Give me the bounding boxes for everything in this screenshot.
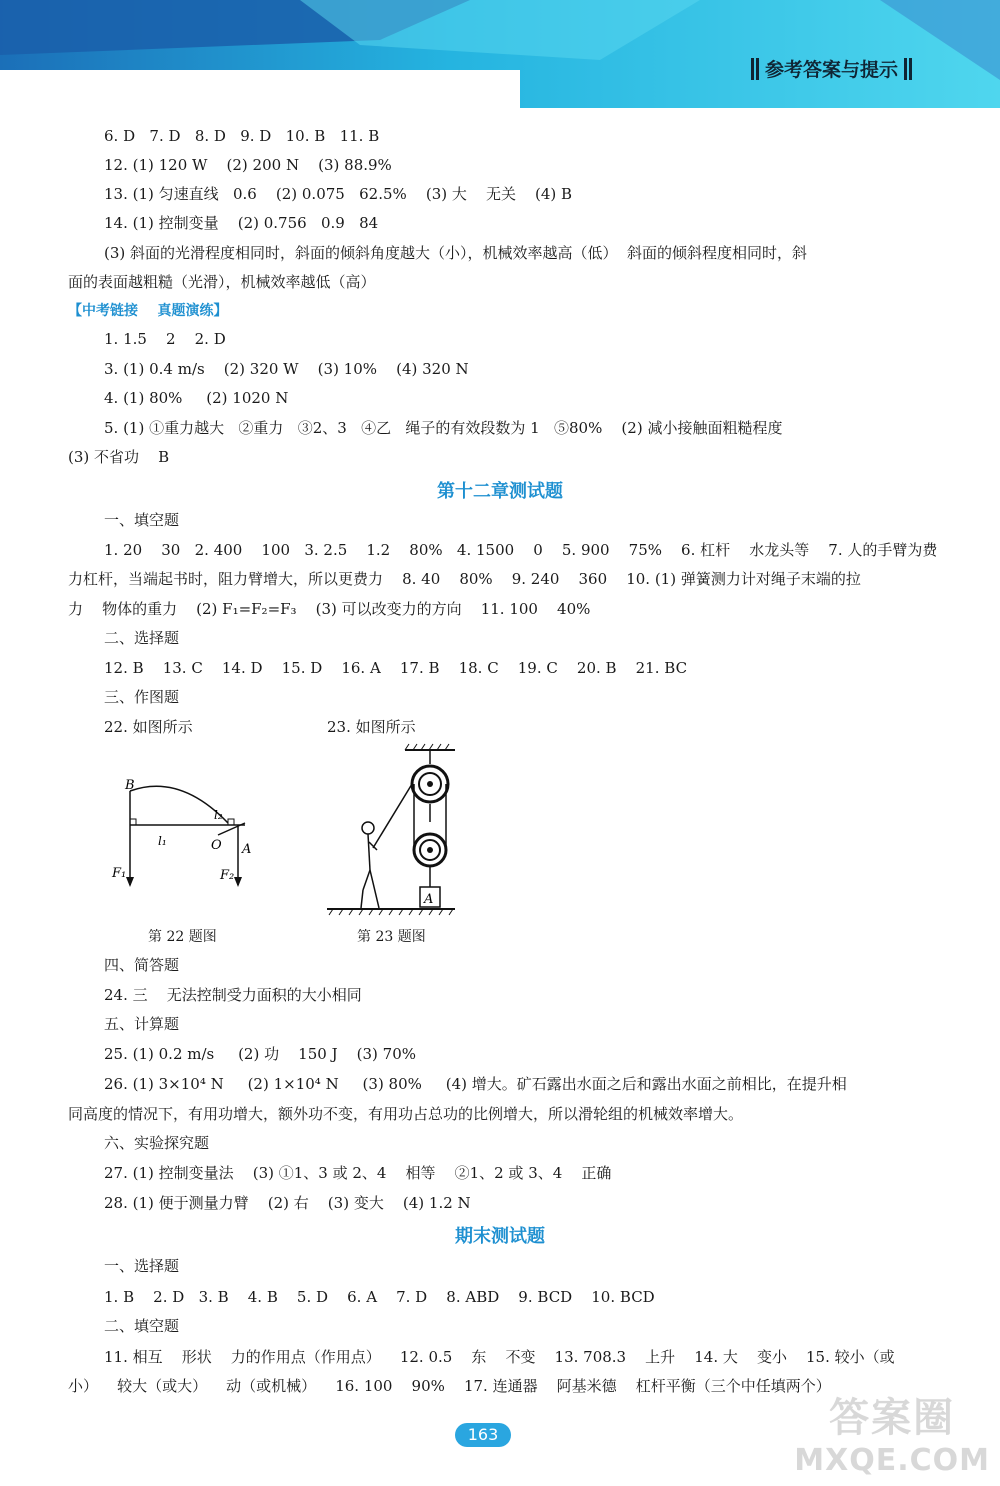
header-title-box	[751, 55, 912, 82]
subsection-heading: 三、作图题	[104, 688, 180, 706]
answer-line: 力 物体的重力 (2) F₁=F₂=F₃ (3) 可以改变力的方向 11. 100 40%	[68, 600, 591, 618]
section-tag: 【中考链接 真题演练】	[68, 303, 228, 319]
answer-line: 12. (1) 120 W (2) 200 N (3) 88.9%	[104, 156, 392, 174]
figure-23-pulley	[325, 742, 460, 917]
answer-line: 3. (1) 0.4 m/s (2) 320 W (3) 10% (4) 320 N	[104, 360, 469, 378]
header-decoration	[0, 0, 1000, 108]
subsection-heading: 一、填空题	[104, 511, 180, 529]
answer-line: 小） 较大（或大） 动（或机械） 16. 100 90% 17. 连通器 阿基米德 杠杆平衡（三个中任填两个）	[68, 1377, 831, 1395]
subsection-heading: 一、选择题	[104, 1257, 180, 1275]
fig22-label-b: B	[125, 778, 135, 793]
answer-line: (3) 斜面的光滑程度相同时，斜面的倾斜角度越大（小），机械效率越高（低） 斜面的倾斜程度相同时，斜	[104, 244, 808, 262]
answer-line: (3) 不省功 B	[68, 448, 170, 466]
fig22-label-a: A	[242, 842, 252, 857]
title-bar-right	[904, 58, 912, 80]
answer-line: 1. B 2. D 3. B 4. B 5. D 6. A 7. D 8. ABD 9. BCD 10. BCD	[104, 1288, 655, 1306]
header-band	[0, 0, 1000, 108]
fig22-label-o: O	[211, 838, 222, 853]
answer-line: 力杠杆，当端起书时，阻力臂增大，所以更费力 8. 40 80% 9. 240 360 10. (1) 弹簧测力计对绳子末端的拉	[68, 570, 861, 588]
section-title: 第十二章测试题	[437, 481, 563, 502]
subsection-heading: 二、选择题	[104, 629, 180, 647]
fig22-label-l1: l₁	[158, 834, 167, 848]
answer-line: 11. 相互 形状 力的作用点（作用点） 12. 0.5 东 不变 13. 708.3 上升 14. 大 变小 15. 较小（或	[104, 1348, 895, 1366]
subsection-heading: 二、填空题	[104, 1317, 180, 1335]
answer-line: 26. (1) 3×10⁴ N (2) 1×10⁴ N (3) 80% (4) 增大。矿石露出水面之后和露出水面之前相比，在提升相	[104, 1075, 847, 1093]
fig23-label-a: A	[424, 892, 434, 907]
watermark-line1: 答案圈	[829, 1395, 956, 1441]
subsection-heading: 五、计算题	[104, 1015, 180, 1033]
watermark	[794, 1386, 990, 1478]
answer-line: 同高度的情况下，有用功增大，额外功不变，有用功占总功的比例增大，所以滑轮组的机械效率增大。	[68, 1105, 744, 1123]
figure-22-lever	[110, 775, 270, 895]
answer-line: 24. 三 无法控制受力面积的大小相同	[104, 986, 362, 1004]
header-title: 参考答案与提示	[764, 59, 898, 81]
answer-line: 25. (1) 0.2 m/s (2) 功 150 J (3) 70%	[104, 1045, 417, 1063]
title-bar-left	[751, 58, 759, 80]
question-label: 23. 如图所示	[327, 718, 416, 736]
answer-line: 28. (1) 便于测量力臂 (2) 右 (3) 变大 (4) 1.2 N	[104, 1194, 471, 1212]
page-number: 163	[455, 1423, 511, 1447]
answer-line: 1. 1.5 2 2. D	[104, 330, 226, 348]
answer-line: 5. (1) ①重力越大 ②重力 ③2、3 ④乙 绳子的有效段数为 1 ⑤80% (2) 减小接触面粗糙程度	[104, 419, 783, 437]
answer-line: 27. (1) 控制变量法 (3) ①1、3 或 2、4 相等 ②1、2 或 3、4 正确	[104, 1164, 612, 1182]
answer-line: 13. (1) 匀速直线 0.6 (2) 0.075 62.5% (3) 大 无关 (4) B	[104, 185, 573, 203]
question-label: 22. 如图所示	[104, 718, 193, 736]
fig22-label-f2: F₂	[220, 868, 235, 883]
subsection-heading: 四、简答题	[104, 956, 180, 974]
watermark-line2: MXQE.COM	[794, 1443, 990, 1478]
answer-line: 6. D 7. D 8. D 9. D 10. B 11. B	[104, 127, 380, 145]
figure-23-caption: 第 23 题图	[357, 929, 426, 945]
section-title: 期末测试题	[455, 1226, 545, 1247]
answer-line: 12. B 13. C 14. D 15. D 16. A 17. B 18. C 19. C 20. B 21. BC	[104, 659, 688, 677]
fig22-label-f1: F₁	[112, 866, 127, 881]
fig22-label-l2: l₂	[214, 808, 223, 822]
answer-line: 面的表面越粗糙（光滑），机械效率越低（高）	[68, 273, 376, 291]
answer-line: 1. 20 30 2. 400 100 3. 2.5 1.2 80% 4. 1500 0 5. 900 75% 6. 杠杆 水龙头等 7. 人的手臂为费	[104, 541, 938, 559]
answer-line: 4. (1) 80% (2) 1020 N	[104, 389, 289, 407]
answer-line: 14. (1) 控制变量 (2) 0.756 0.9 84	[104, 214, 379, 232]
figure-22-caption: 第 22 题图	[148, 929, 217, 945]
subsection-heading: 六、实验探究题	[104, 1134, 210, 1152]
